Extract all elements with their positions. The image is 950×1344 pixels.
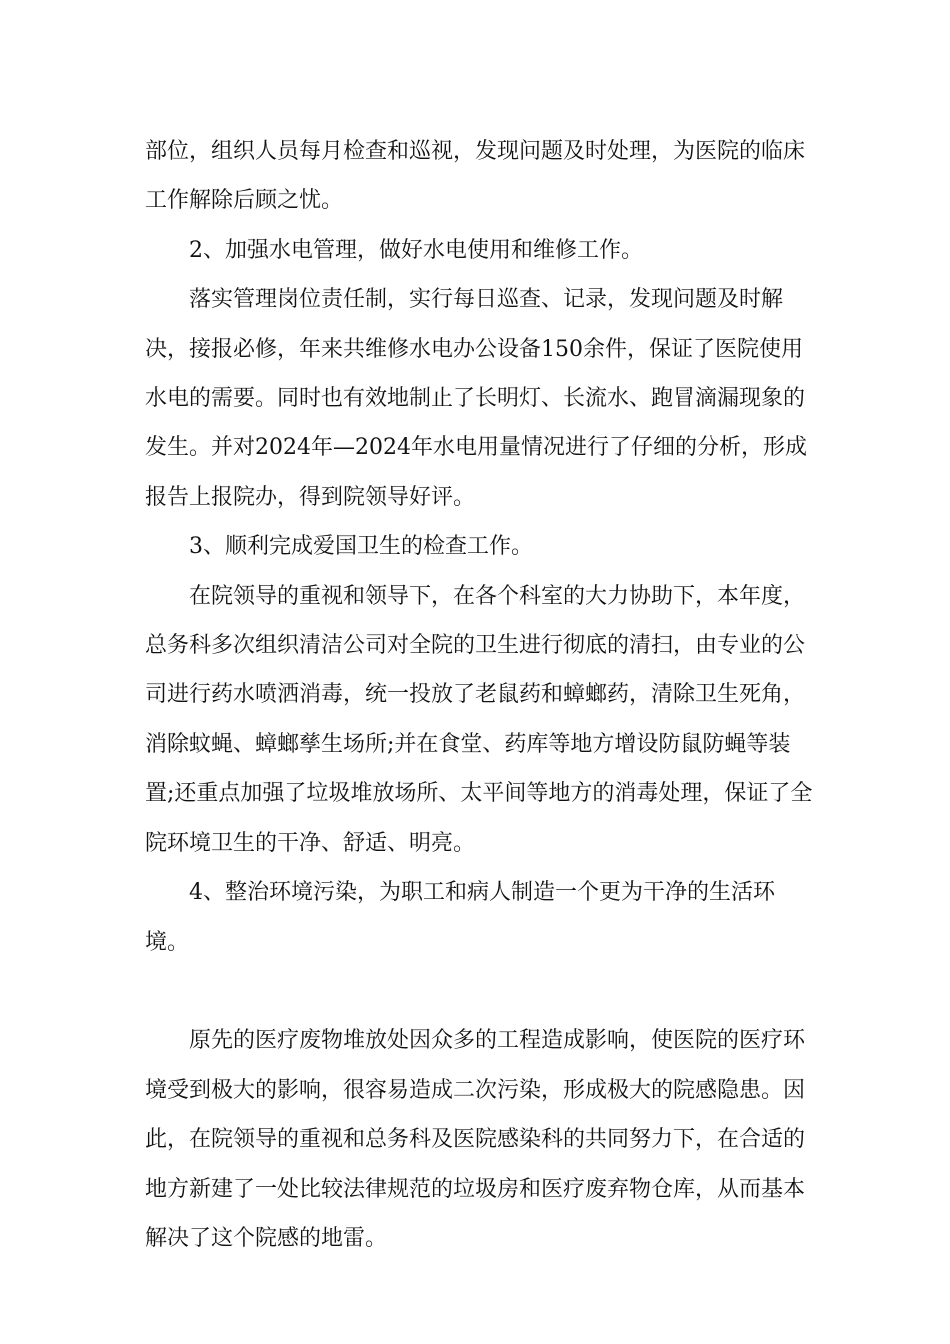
section-heading-2: 2、加强水电管理，做好水电使用和维修工作。 — [189, 237, 643, 263]
document-body — [145, 127, 815, 1263]
paragraph-utilities: 落实管理岗位责任制，实行每日巡查、记录，发现问题及时解决，接报必修，年来共维修水电办公设备150余件，保证了医院使用水电的需要。同时也有效地制止了长明灯、长流水、跑冒滴漏现象的发生。并对2024年—2024年水电用量情况进行了仔细的分析，形成报告上报院办，得到院领导好评。 — [145, 287, 807, 510]
blank-line — [145, 967, 815, 1016]
section-heading-3: 3、顺利完成爱国卫生的检查工作。 — [189, 534, 533, 560]
section-heading-4: 4、整治环境污染，为职工和病人制造一个更为干净的生活环境。 — [145, 880, 775, 955]
paragraph-medical-waste: 原先的医疗废物堆放处因众多的工程造成影响，使医院的医疗环境受到极大的影响，很容易造成二次污染，形成极大的院感隐患。因此，在院领导的重视和总务科及医院感染科的共同努力下，在合适的地方新建了一处比较法律规范的垃圾房和医疗废弃物仓库，从而基本解决了这个院感的地雷。 — [145, 1028, 806, 1251]
paragraph-sanitation: 在院领导的重视和领导下，在各个科室的大力协助下，本年度，总务科多次组织清洁公司对全院的卫生进行彻底的清扫，由专业的公司进行药水喷洒消毒，统一投放了老鼠药和蟑螂药，清除卫生死角，消除蚊蝇、蟑螂孳生场所;并在食堂、药库等地方增设防鼠防蝇等装置;还重点加强了垃圾堆放场所、太平间等地方的消毒处理，保证了全院环境卫生的干净、舒适、明亮。 — [145, 583, 813, 856]
paragraph-continuation: 部位，组织人员每月检查和巡视，发现问题及时处理，为医院的临床工作解除后顾之忧。 — [145, 139, 806, 214]
